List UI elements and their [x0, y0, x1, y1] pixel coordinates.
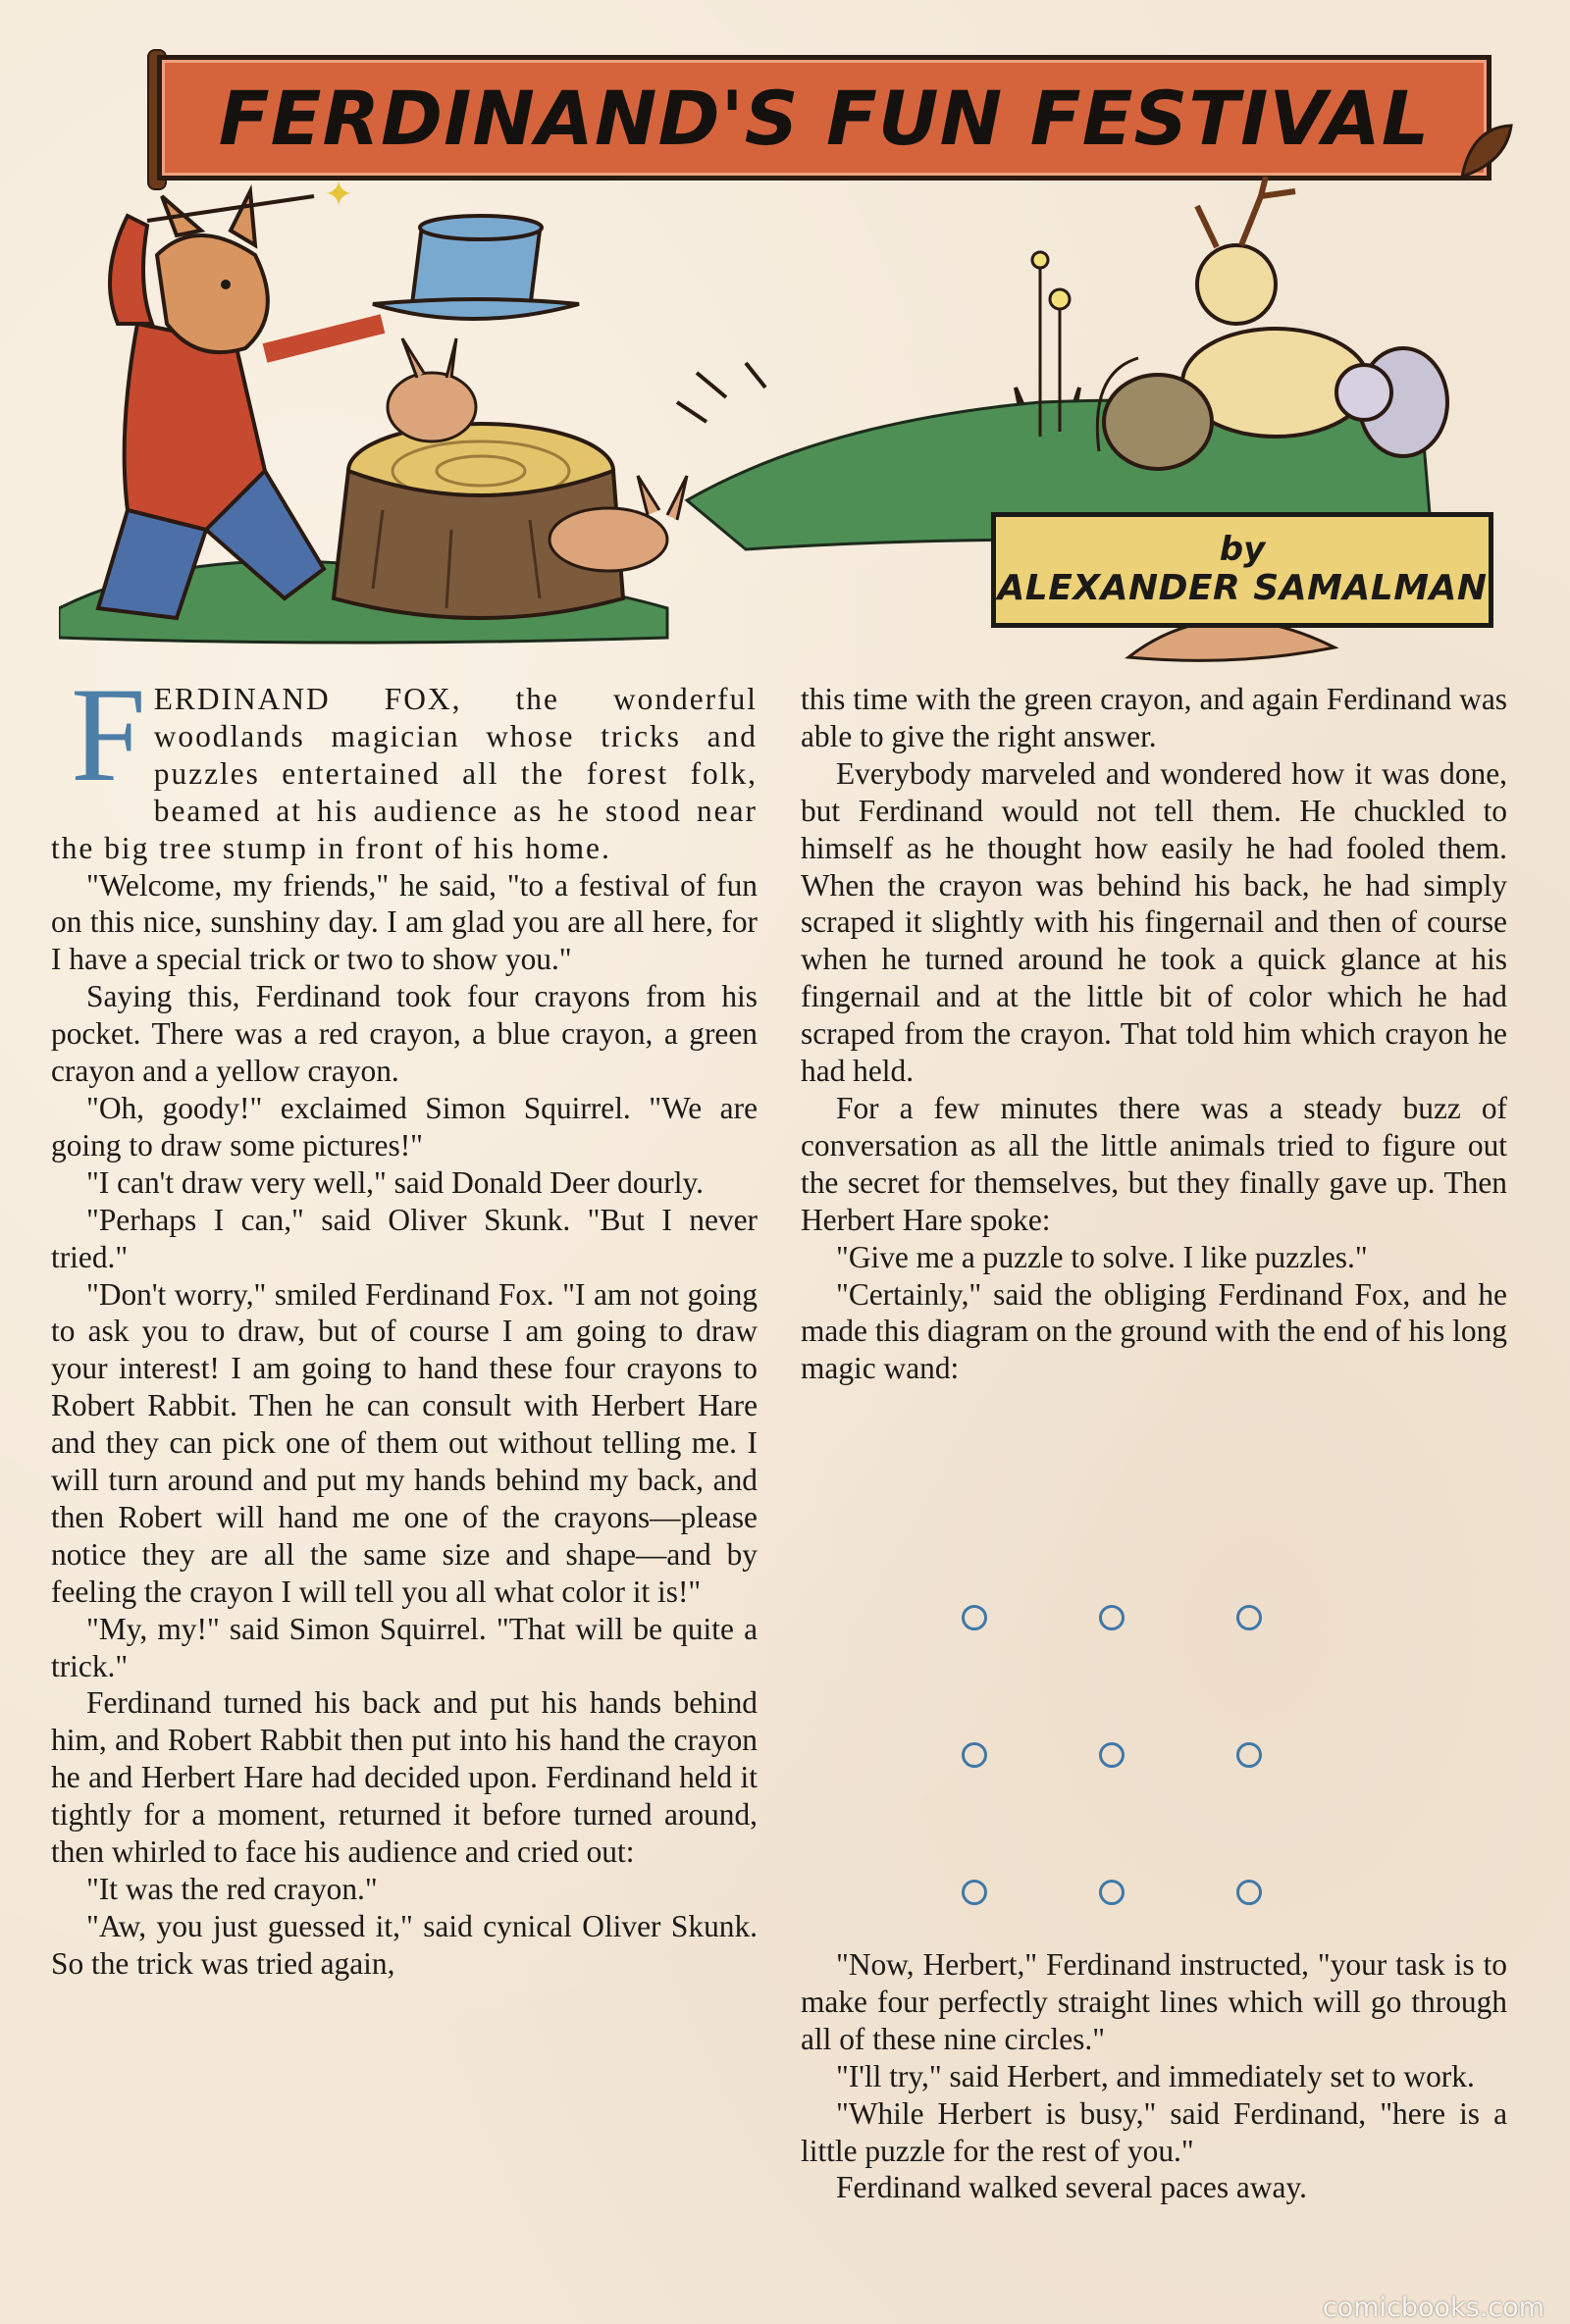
story-paragraph: "Certainly," said the obliging Ferdinand Fox, and he made this diagram on the ground with the end of his long magic wand: [801, 1276, 1507, 1386]
rabbit-on-stump-illustration [388, 338, 476, 441]
story-paragraph: Ferdinand turned his back and put his hands behind him, and Robert Rabbit then put into his hand the crayon he and Herbert Hare had decided upon. Ferdinand held it tightly for a moment, returned it before turned around, then whirled to face his audience and cried out: [51, 1685, 758, 1870]
diagram-circle [1099, 1605, 1125, 1630]
story-paragraph: "Give me a puzzle to solve. I like puzzles." [836, 1239, 1368, 1274]
story-paragraph: "My, my!" said Simon Squirrel. "That will be quite a trick." [51, 1611, 758, 1683]
page-title: FERDINAND'S FUN FESTIVAL [218, 74, 1431, 162]
story-paragraph: Ferdinand walked several paces away. [836, 2170, 1307, 2205]
diagram-circle [962, 1605, 987, 1630]
story-paragraph: "It was the red crayon." [86, 1872, 378, 1906]
story-paragraph: Everybody marveled and wondered how it was done, but Ferdinand would not tell them. He chuckled to himself as he thought how easily he had fooled them. When the crayon was behind his back, he had simply scraped it slightly with his fingernail and then of course when he turned around he took a quick glance at his fingernail and at the little bit of color which he had scraped from the crayon. That told him which crayon he had held. [801, 755, 1507, 1089]
diagram-circle [1236, 1605, 1262, 1630]
banner-pole-tip [1452, 118, 1521, 186]
diagram-circle [1099, 1742, 1125, 1768]
diagram-circle [1099, 1880, 1125, 1905]
story-paragraph: "Don't worry," smiled Ferdinand Fox. "I am not going to ask you to draw, but of course I am going to draw your interest! I am going to hand these four crayons to Robert Rabbit. Then he can consult with Herbert Hare and they can pick one of them out without telling me. I will turn around and put my hands behind my back, and then Robert will hand me one of the crayons—please notice they are all the same size and shape—and by feeling the crayon I will tell you all what color it is!" [51, 1276, 758, 1609]
right-column-lower [801, 1946, 1507, 2206]
diagram-circle [962, 1742, 987, 1768]
story-paragraph: "I'll try," said Herbert, and immediately set to work. [836, 2058, 1475, 2093]
story-paragraph: "Perhaps I can," said Oliver Skunk. "But I never tried." [51, 1202, 758, 1274]
story-paragraph: "I can't draw very well," said Donald Deer dourly. [86, 1164, 704, 1200]
left-column [51, 659, 758, 1983]
site-watermark: comicbooks.com [1322, 2293, 1544, 2323]
drop-cap: F [71, 659, 146, 809]
svg-text:✦: ✦ [324, 177, 354, 215]
right-column [801, 681, 1507, 1387]
continuation-paragraph: this time with the green crayon, and again Ferdinand was able to give the right answer. [801, 682, 1507, 753]
opening-paragraph [51, 659, 758, 867]
diagram-circle [1236, 1742, 1262, 1768]
byline-box [991, 512, 1493, 628]
story-paragraph: Saying this, Ferdinand took four crayons from his pocket. There was a red crayon, a blue crayon, a green crayon and a yellow crayon. [51, 979, 758, 1089]
story-paragraph: "While Herbert is busy," said Ferdinand, "here is a little puzzle for the rest of you." [801, 2095, 1507, 2168]
diagram-circle [1236, 1880, 1262, 1905]
title-banner [157, 55, 1492, 181]
story-paragraph: "Now, Herbert," Ferdinand instructed, "your task is to make four perfectly straight lines which will go through all of these nine circles." [801, 1947, 1507, 2056]
story-paragraph: "Oh, goody!" exclaimed Simon Squirrel. "We are going to draw some pictures!" [51, 1090, 758, 1162]
byline-by: by [1219, 530, 1266, 569]
nine-circles-diagram [962, 1605, 1325, 1909]
top-hat-illustration [373, 216, 579, 319]
story-paragraph: "Welcome, my friends," he said, "to a festival of fun on this nice, sunshiny day. I am glad you are all here, for I have a special trick or two to show you." [51, 867, 758, 977]
story-paragraph: "Aw, you just guessed it," said cynical Oliver Skunk. So the trick was tried again, [51, 1908, 758, 1981]
diagram-circle [962, 1880, 987, 1905]
byline-author: ALEXANDER SAMALMAN [997, 568, 1488, 608]
story-paragraph: For a few minutes there was a steady buzz of conversation as all the little animals tried to figure out the secret for themselves, but they finally gave up. Then Herbert Hare spoke: [801, 1090, 1507, 1237]
opening-text: ERDINAND FOX, the wonderful woodlands magician whose tricks and puzzles entertained all the forest folk, beamed at his audience as he stood near the big tree stump in front of his home. [51, 682, 758, 865]
